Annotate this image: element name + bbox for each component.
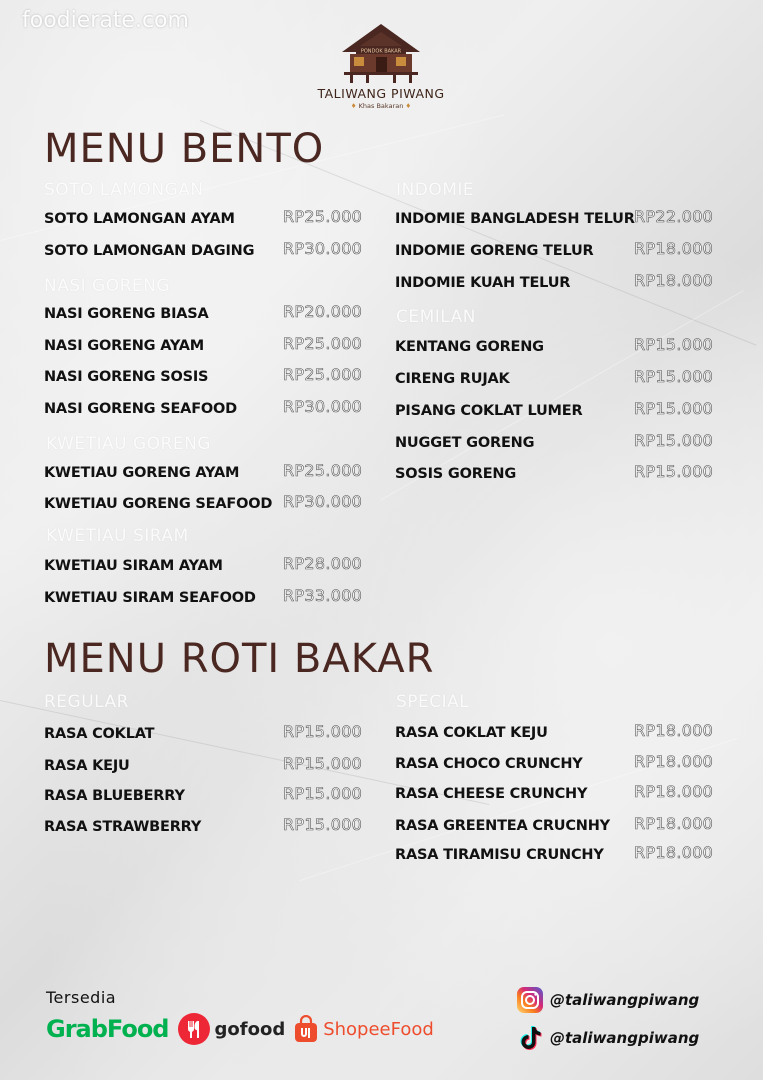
menu-item-price: RP15.000 — [283, 784, 363, 803]
brand-tagline: ♦ Khas Bakaran ♦ — [350, 102, 412, 110]
menu-item-price: RP15.000 — [634, 399, 714, 418]
shopeefood-logo — [293, 1015, 434, 1043]
menu-item-name: CIRENG RUJAK — [395, 371, 510, 387]
menu-item-name: SOSIS GORENG — [395, 466, 517, 482]
menu-item-price: RP18.000 — [634, 271, 714, 290]
menu-item-name: NASI GORENG BIASA — [44, 306, 209, 322]
menu-item-name: SOTO LAMONGAN AYAM — [44, 211, 235, 227]
menu-item-price: RP18.000 — [634, 782, 714, 801]
menu-item-price: RP25.000 — [283, 334, 363, 353]
menu-item-price: RP25.000 — [283, 365, 363, 384]
menu-item-price: RP30.000 — [283, 492, 363, 511]
section-title-roti-bakar: MENU ROTI BAKAR — [44, 636, 435, 682]
tiktok-handle: @taliwangpiwang — [550, 1029, 700, 1047]
menu-item-price: RP28.000 — [283, 554, 363, 573]
menu-item-price: RP22.000 — [634, 207, 714, 226]
menu-item-name: RASA TIRAMISU CRUNCHY — [395, 847, 604, 863]
menu-item-name: RASA BLUEBERRY — [44, 788, 185, 804]
menu-item-price: RP25.000 — [283, 207, 363, 226]
menu-item-name: RASA STRAWBERRY — [44, 819, 202, 835]
menu-item-price: RP15.000 — [634, 335, 714, 354]
menu-item-name: PISANG COKLAT LUMER — [395, 403, 583, 419]
gofood-text: gofood — [214, 1018, 286, 1040]
menu-item-name: NASI GORENG AYAM — [44, 338, 205, 354]
menu-item-price: RP15.000 — [634, 462, 714, 481]
category-soto-lamongan: SOTO LAMONGAN — [44, 180, 204, 200]
category-special: SPECIAL — [396, 692, 470, 712]
menu-item-price: RP33.000 — [283, 586, 363, 605]
category-kwetiau-goreng: KWETIAU GORENG — [46, 434, 211, 454]
watermark: foodierate.com — [22, 8, 189, 33]
menu-item-name: RASA COKLAT — [44, 726, 155, 742]
instagram-handle-row[interactable] — [516, 986, 699, 1014]
menu-item-name: RASA COKLAT KEJU — [395, 725, 548, 741]
brand-name: TALIWANG PIWANG — [317, 86, 445, 101]
house-icon — [336, 22, 426, 84]
menu-item-name: INDOMIE BANGLADESH TELUR — [395, 211, 635, 227]
shopeefood-text: ShopeeFood — [323, 1018, 434, 1040]
restaurant-logo — [306, 22, 456, 110]
menu-item-price: RP18.000 — [634, 752, 714, 771]
menu-item-name: INDOMIE GORENG TELUR — [395, 243, 594, 259]
available-label: Tersedia — [46, 988, 117, 1007]
menu-item-price: RP25.000 — [283, 461, 363, 480]
menu-item-name: KWETIAU GORENG AYAM — [44, 465, 240, 481]
instagram-handle: @taliwangpiwang — [550, 991, 700, 1009]
menu-item-name: SOTO LAMONGAN DAGING — [44, 243, 255, 259]
menu-item-name: RASA CHOCO CRUNCHY — [395, 756, 583, 772]
menu-item-name: NASI GORENG SOSIS — [44, 369, 209, 385]
category-cemilan: CEMILAN — [396, 307, 476, 327]
category-nasi-goreng: NASI GORENG — [44, 276, 171, 296]
menu-item-name: RASA GREENTEA CRUCNHY — [395, 818, 610, 834]
section-title-bento: MENU BENTO — [44, 126, 325, 172]
gofood-logo — [177, 1012, 286, 1046]
menu-item-name: INDOMIE KUAH TELUR — [395, 275, 571, 291]
shopee-bag-icon — [293, 1015, 319, 1043]
menu-item-name: RASA KEJU — [44, 758, 130, 774]
logo-sign: PONDOK BAKAR — [360, 48, 402, 55]
category-regular: REGULAR — [44, 692, 129, 712]
tiktok-handle-row[interactable] — [516, 1024, 699, 1052]
menu-item-name: NUGGET GORENG — [395, 435, 535, 451]
menu-item-name: KWETIAU SIRAM AYAM — [44, 558, 223, 574]
menu-item-name: NASI GORENG SEAFOOD — [44, 401, 237, 417]
menu-item-name: KENTANG GORENG — [395, 339, 544, 355]
menu-item-price: RP18.000 — [634, 239, 714, 258]
menu-item-price: RP20.000 — [283, 302, 363, 321]
menu-item-price: RP15.000 — [634, 367, 714, 386]
category-indomie: INDOMIE — [396, 180, 475, 200]
grabfood-logo: GrabFood — [46, 1015, 169, 1043]
menu-item-price: RP15.000 — [283, 815, 363, 834]
gofood-icon — [177, 1012, 211, 1046]
tiktok-icon — [516, 1024, 544, 1052]
menu-item-price: RP15.000 — [283, 754, 363, 773]
menu-item-name: KWETIAU GORENG SEAFOOD — [44, 496, 273, 512]
menu-item-price: RP18.000 — [634, 721, 714, 740]
category-kwetiau-siram: KWETIAU SIRAM — [46, 526, 189, 546]
menu-item-price: RP15.000 — [634, 431, 714, 450]
menu-item-price: RP18.000 — [634, 814, 714, 833]
menu-item-name: RASA CHEESE CRUNCHY — [395, 786, 588, 802]
instagram-icon — [516, 986, 544, 1014]
menu-item-price: RP30.000 — [283, 397, 363, 416]
menu-item-price: RP18.000 — [634, 843, 714, 862]
menu-item-price: RP30.000 — [283, 239, 363, 258]
menu-item-price: RP15.000 — [283, 722, 363, 741]
menu-item-name: KWETIAU SIRAM SEAFOOD — [44, 590, 256, 606]
delivery-partners — [46, 1012, 434, 1046]
